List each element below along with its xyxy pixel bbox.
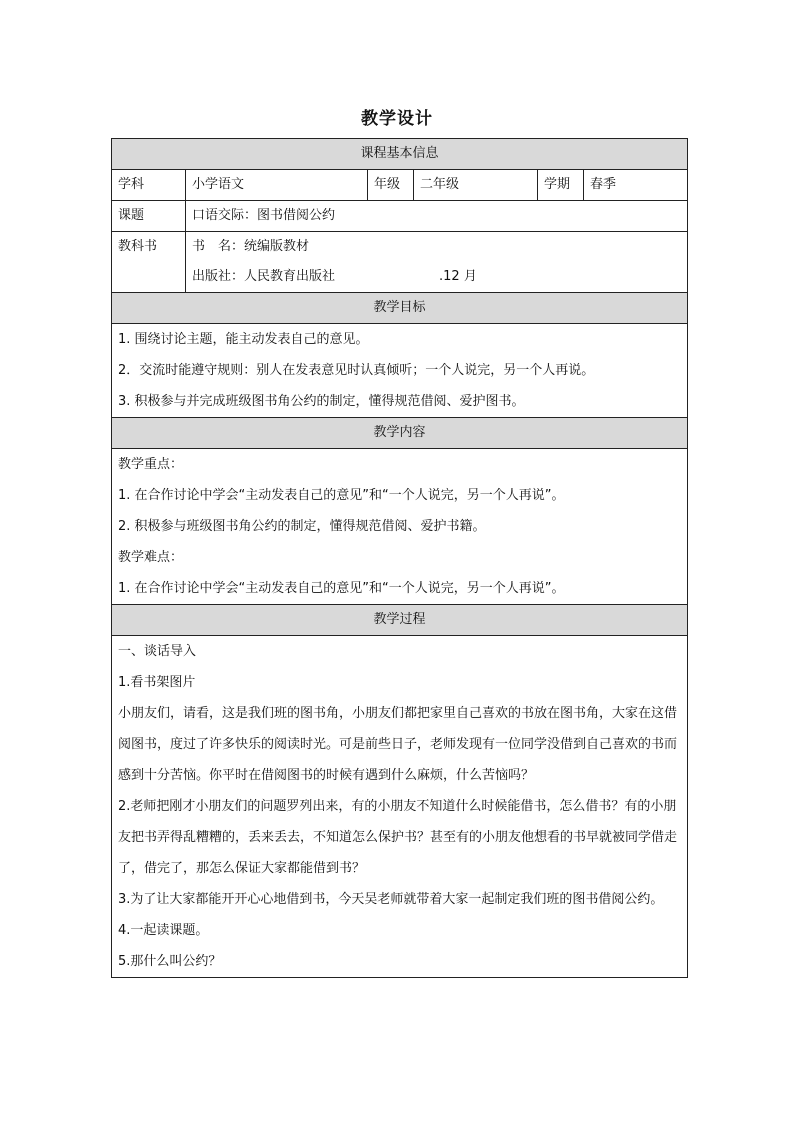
content-header: 教学内容 — [112, 418, 688, 449]
topic-label: 课题 — [112, 201, 186, 232]
publisher-label: 出版社： — [192, 269, 245, 284]
process-section-title: 一、谈话导入 — [118, 644, 197, 659]
publisher-value: 人民教育出版社 — [244, 269, 336, 284]
book-name-label: 书 名： — [192, 239, 245, 254]
objective-item: 2．交流时能遵守规则：别人在发表意见时认真倾听；一个人说完，另一个人再说。 — [118, 363, 595, 378]
objective-item: 3. 积极参与并完成班级图书角公约的制定，懂得规范借阅、爱护图书。 — [118, 394, 525, 409]
grade-value: 二年级 — [414, 170, 538, 201]
basic-info-header: 课程基本信息 — [112, 139, 688, 170]
term-label: 学期 — [538, 170, 584, 201]
process-paragraph: 2.老师把刚才小朋友们的问题罗列出来，有的小朋友不知道什么时候能借书，怎么借书？有的小朋友把书弄得乱糟糟的，丢来丢去，不知道怎么保护书？甚至有的小朋友他想看的书早就被同学借走了，借完了，那怎么保证大家都能借到书？ — [118, 799, 678, 876]
key-point-item: 1. 在合作讨论中学会“主动发表自己的意见”和“一个人说完，另一个人再说”。 — [118, 488, 565, 503]
process-paragraph: 3.为了让大家都能开开心心地借到书，今天吴老师就带着大家一起制定我们班的图书借阅公约。 — [118, 892, 664, 907]
grade-label: 年级 — [368, 170, 414, 201]
subject-value: 小学语文 — [186, 170, 368, 201]
process-step: 1.看书架图片 — [118, 675, 196, 690]
objective-item: 1. 围绕讨论主题，能主动发表自己的意见。 — [118, 332, 369, 347]
difficulty-item: 1. 在合作讨论中学会“主动发表自己的意见”和“一个人说完，另一个人再说”。 — [118, 581, 565, 596]
book-name-line — [186, 232, 687, 262]
content-list — [112, 449, 688, 605]
difficulty-label: 教学难点： — [118, 550, 184, 565]
process-step: 5.那什么叫公约？ — [118, 954, 222, 969]
objectives-header: 教学目标 — [112, 293, 688, 324]
textbook-label-cell — [112, 232, 186, 293]
process-list — [112, 636, 688, 978]
topic-value: 口语交际：图书借阅公约 — [186, 201, 688, 232]
textbook-label: 教科书 — [118, 239, 158, 254]
term-value: 春季 — [584, 170, 688, 201]
key-points-label: 教学重点： — [118, 457, 184, 472]
objectives-list — [112, 324, 688, 418]
page-title: 教学设计 — [361, 109, 433, 129]
book-name-value: 统编版教材 — [244, 239, 310, 254]
publisher-line — [186, 262, 687, 292]
process-header: 教学过程 — [112, 605, 688, 636]
lesson-plan-table — [111, 138, 688, 978]
publish-date: .12 月 — [439, 269, 477, 284]
process-step: 4.一起读课题。 — [118, 923, 209, 938]
subject-label: 学科 — [112, 170, 186, 201]
textbook-info — [186, 232, 688, 293]
process-paragraph: 小朋友们，请看，这是我们班的图书角，小朋友们都把家里自己喜欢的书放在图书角，大家在这借阅图书，度过了许多快乐的阅读时光。可是前些日子，老师发现有一位同学没借到自己喜欢的书而感到十分苦恼。你平时在借阅图书的时候有遇到什么麻烦，什么苦恼吗？ — [118, 706, 678, 783]
key-point-item: 2. 积极参与班级图书角公约的制定，懂得规范借阅、爱护书籍。 — [118, 519, 486, 534]
